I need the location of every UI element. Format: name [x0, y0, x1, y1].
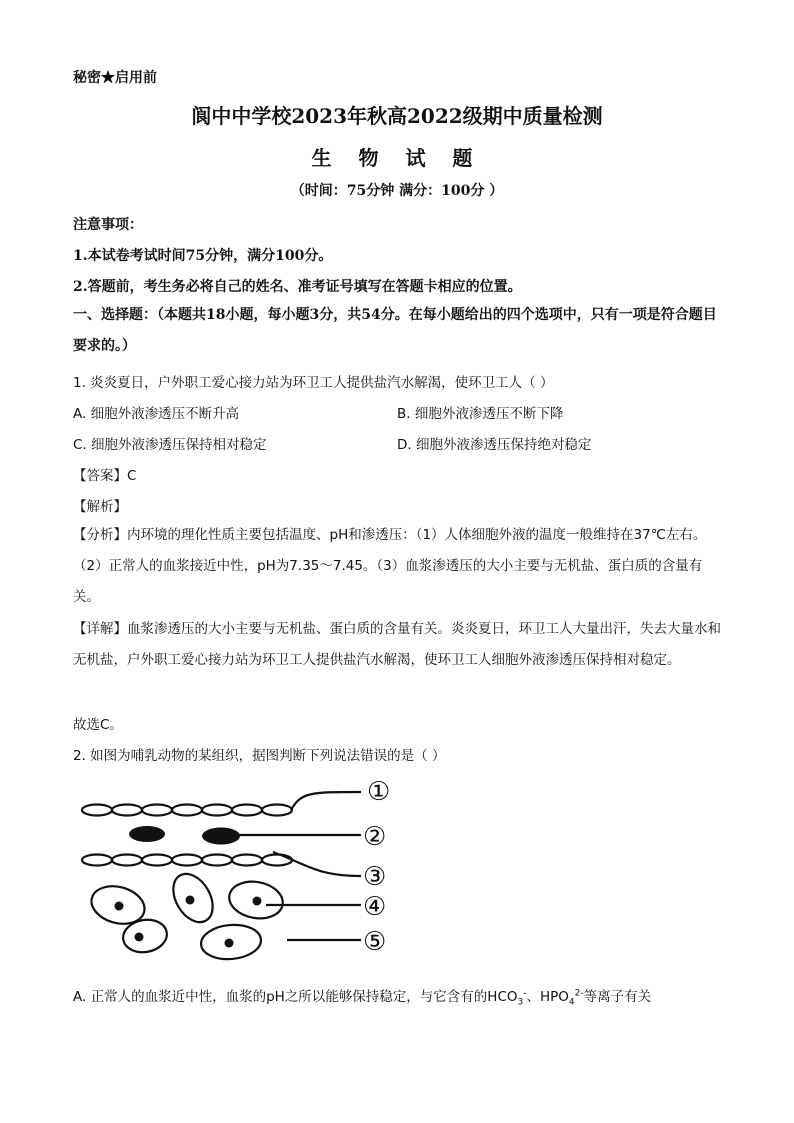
capillary-wall-bottom — [82, 855, 292, 866]
q1-option-d: D. 细胞外液渗透压保持绝对稳定 — [397, 437, 592, 453]
q2-option-a — [73, 985, 651, 1008]
analysis-label: 【分析】 — [73, 527, 127, 543]
q1-analysis — [73, 520, 721, 613]
label-2: ② — [363, 822, 387, 852]
capillary-wall-top — [82, 805, 292, 816]
label-5: ⑤ — [363, 927, 387, 957]
blood-cell — [129, 826, 165, 842]
label-4: ④ — [363, 892, 387, 922]
detail-text: 血浆渗透压的大小主要与无机盐、蛋白质的含量有关。炎炎夏日，环卫工人大量出汗，失去大量水和无机盐，户外职工爱心接力站为环卫工人提供盐汽水解渴，使环卫工人细胞外液渗透压保持相对稳定。 — [73, 621, 721, 668]
detail-label: 【详解】 — [73, 621, 127, 637]
q1-option-a: A. 细胞外液渗透压不断升高 — [73, 406, 240, 422]
time-score-line: （时间：75分钟 满分：100分 ） — [290, 183, 504, 199]
q2-stem: 2. 如图为哺乳动物的某组织，据图判断下列说法错误的是（ ） — [73, 748, 446, 764]
notes-item-1: 1.本试卷考试时间75分钟，满分100分。 — [73, 248, 333, 264]
q1-detail — [73, 614, 721, 676]
option-a-text: A. 正常人的血浆近中性，血浆的pH之所以能够保持稳定，与它含有的HCO — [73, 989, 518, 1005]
exam-title: 阆中中学校2023年秋高2022级期中质量检测 — [191, 104, 603, 128]
cell-nucleus — [115, 902, 124, 911]
answer-tag: 【答案】 — [73, 468, 127, 484]
option-a-text: 等离子有关 — [583, 989, 652, 1005]
superscript: 2- — [574, 988, 584, 999]
notes-heading: 注意事项： — [73, 217, 143, 233]
blood-cell — [202, 828, 240, 845]
answer-value: C — [127, 468, 137, 484]
label-3: ③ — [363, 862, 387, 892]
subscript: 4 — [568, 997, 575, 1008]
q1-stem: 1. 炎炎夏日，户外职工爱心接力站为环卫工人提供盐汽水解渴，使环卫工人（ ） — [73, 375, 554, 391]
q1-option-c: C. 细胞外液渗透压保持相对稳定 — [73, 437, 267, 453]
leader-line-1 — [291, 792, 361, 810]
analysis-text: 内环境的理化性质主要包括温度、pH和渗透压：（1）人体细胞外液的温度一般维持在37℃左右。（2）正常人的血浆接近中性，pH为7.35～7.45。（3）血浆渗透压的大小主要与无机盐、蛋白质的含量有关。 — [73, 527, 707, 605]
notes-item-2: 2.答题前，考生务必将自己的姓名、准考证号填写在答题卡相应的位置。 — [73, 279, 522, 295]
subject-title: 生 物 试 题 — [311, 146, 483, 170]
cell-nucleus — [253, 897, 262, 906]
superscript: - — [523, 988, 527, 999]
tissue-cells — [87, 867, 285, 962]
subscript: 3 — [517, 997, 524, 1008]
q1-answer — [73, 464, 136, 484]
cell-nucleus — [225, 939, 234, 948]
section-heading: 一、选择题：（本题共18小题，每小题3分，共54分。在每小题给出的四个选项中，只有一项是符合题目要求的。） — [73, 307, 717, 354]
option-a-text: 、HPO — [526, 989, 569, 1005]
tissue-diagram — [73, 770, 413, 970]
cell-nucleus — [186, 896, 195, 905]
confidential-mark: 秘密★启用前 — [73, 70, 157, 86]
cell-nucleus — [135, 933, 144, 942]
q1-conclusion: 故选C。 — [73, 717, 123, 733]
label-1: ① — [367, 777, 391, 807]
q1-option-b: B. 细胞外液渗透压不断下降 — [397, 406, 564, 422]
q1-analysis-tag: 【解析】 — [73, 499, 127, 515]
